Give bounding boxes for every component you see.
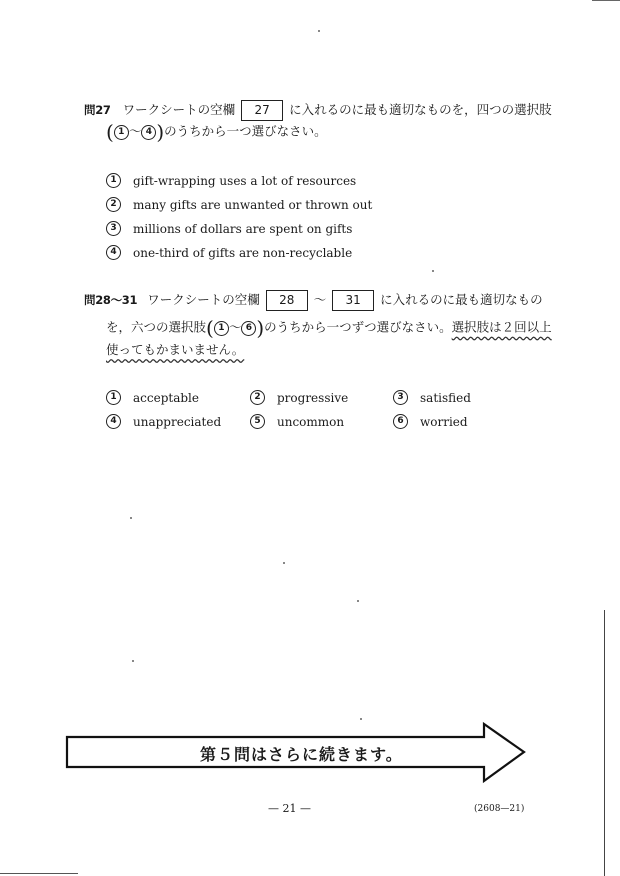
option-number: 3 bbox=[393, 390, 408, 405]
question-28-line2-end: のうちから一つずつ選びなさい。 bbox=[264, 319, 452, 335]
option-text: many gifts are unwanted or thrown out bbox=[133, 197, 373, 212]
option-text: acceptable bbox=[133, 390, 199, 405]
page-number: — 21 — bbox=[268, 802, 311, 815]
question-28-31-number: 問28〜31 bbox=[84, 293, 138, 307]
option-text: uncommon bbox=[277, 414, 345, 429]
circled-number-6: 6 bbox=[241, 321, 256, 336]
option-number: 1 bbox=[106, 173, 121, 188]
question-28-text-before: ワークシートの空欄 bbox=[147, 292, 260, 307]
answer-blank-27: 27 bbox=[241, 100, 283, 121]
note-reuse-allowed-part2: 使ってもかまいません。 bbox=[106, 342, 245, 357]
tilde: 〜 bbox=[228, 319, 242, 335]
question-27-text-before: ワークシートの空欄 bbox=[122, 102, 236, 117]
option-number: 4 bbox=[106, 414, 121, 429]
option-number: 1 bbox=[106, 390, 121, 405]
tilde: 〜 bbox=[128, 123, 142, 139]
continue-notice: 第５問はさらに続きます。 bbox=[200, 745, 403, 764]
option-number: 6 bbox=[393, 414, 408, 429]
option-number: 2 bbox=[250, 390, 265, 405]
option-text: one-third of gifts are non-recyclable bbox=[133, 245, 353, 260]
answer-blank-31: 31 bbox=[332, 290, 374, 311]
question-27-instruction: のうちから一つ選びなさい。 bbox=[164, 123, 327, 139]
option-text: unappreciated bbox=[133, 414, 222, 429]
option-number: 2 bbox=[106, 197, 121, 212]
question-28-line2-start: を，六つの選択肢 bbox=[106, 319, 207, 335]
answer-blank-28: 28 bbox=[266, 290, 308, 311]
circled-number-1: 1 bbox=[214, 321, 229, 336]
question-27-line2: ( 1 〜 4 )のうちから一つ選びなさい。 bbox=[106, 120, 327, 144]
option-text: millions of dollars are spent on gifts bbox=[133, 221, 353, 236]
tilde: 〜 bbox=[313, 292, 327, 307]
circled-number-4: 4 bbox=[141, 125, 156, 140]
option-text: satisfied bbox=[420, 390, 471, 405]
option-text: progressive bbox=[277, 390, 349, 405]
option-number: 5 bbox=[250, 414, 265, 429]
question-28-31-line2: を，六つの選択肢( 1 〜 6 )のうちから一つずつ選びなさい。選択肢は２回以上 bbox=[106, 316, 552, 340]
option-text: worried bbox=[420, 414, 468, 429]
question-27-text-after: に入れるのに最も適切なものを，四つの選択肢 bbox=[289, 102, 552, 117]
question-27-number: 問27 bbox=[84, 103, 111, 117]
page-code: (2608—21) bbox=[474, 804, 525, 814]
note-reuse-allowed-part1: 選択肢は２回以上 bbox=[451, 319, 552, 335]
edge-line-bottom bbox=[0, 873, 78, 874]
edge-line-right bbox=[604, 610, 605, 876]
option-text: gift-wrapping uses a lot of resources bbox=[133, 173, 357, 188]
option-number: 4 bbox=[106, 245, 121, 260]
option-number: 3 bbox=[106, 221, 121, 236]
question-28-text-after: に入れるのに最も適切なもの bbox=[380, 292, 543, 307]
circled-number-1: 1 bbox=[114, 125, 129, 140]
